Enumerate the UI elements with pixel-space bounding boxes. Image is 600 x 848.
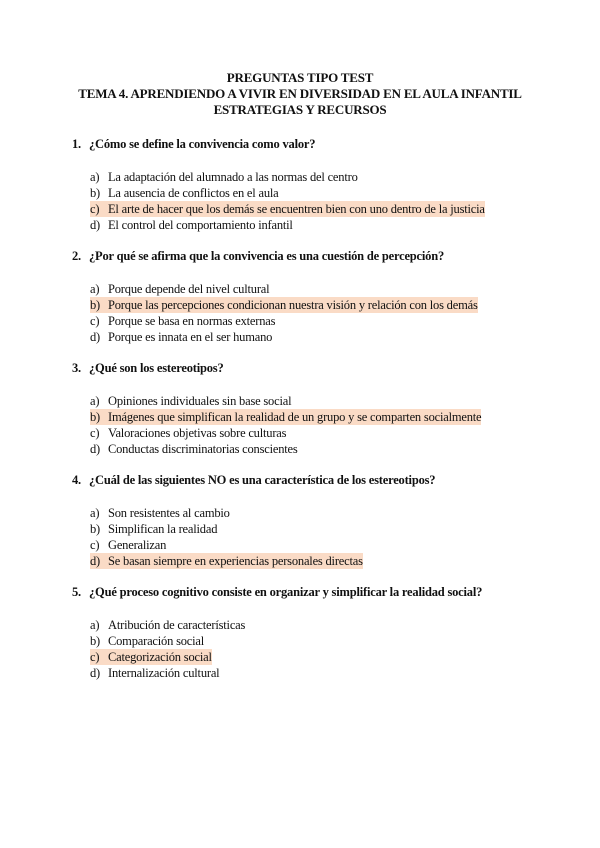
option-letter: a) (90, 394, 100, 408)
option-c (90, 313, 542, 329)
option-text: Atribución de características (108, 618, 246, 632)
option-letter: a) (90, 170, 100, 184)
option-letter: d) (90, 553, 108, 569)
question-4 (72, 472, 542, 569)
option-letter: a) (90, 282, 100, 296)
option-list (90, 505, 542, 569)
option-list (90, 393, 542, 457)
option-letter: c) (90, 649, 108, 665)
option-letter: d) (90, 442, 101, 456)
option-c-correct (90, 201, 485, 217)
option-c-correct (90, 649, 212, 665)
option-text: La adaptación del alumnado a las normas del centro (108, 170, 358, 184)
question-1 (72, 136, 542, 233)
option-text: Son resistentes al cambio (108, 506, 230, 520)
question-2 (72, 248, 542, 345)
option-text: El arte de hacer que los demás se encuentren bien con uno dentro de la justicia (108, 202, 485, 216)
question-title (72, 472, 542, 488)
option-a (90, 169, 542, 185)
question-text: ¿Por qué se afirma que la convivencia es una cuestión de percepción? (89, 249, 445, 263)
option-list (90, 617, 542, 681)
option-d (90, 665, 542, 681)
question-number: 4. (72, 473, 81, 487)
option-list (90, 169, 542, 233)
option-letter: a) (90, 618, 100, 632)
question-text: ¿Cuál de las siguientes NO es una característica de los estereotipos? (89, 473, 436, 487)
option-letter: c) (90, 538, 100, 552)
option-text: Opiniones individuales sin base social (108, 394, 292, 408)
option-letter: a) (90, 506, 100, 520)
question-text: ¿Cómo se define la convivencia como valor? (89, 137, 316, 151)
option-letter: d) (90, 218, 101, 232)
question-title (72, 136, 542, 152)
option-text: Porque depende del nivel cultural (108, 282, 270, 296)
option-text: Conductas discriminatorias conscientes (108, 442, 298, 456)
option-letter: d) (90, 666, 101, 680)
option-text: Imágenes que simplifican la realidad de un grupo y se comparten socialmente (108, 410, 482, 424)
header-subtitle: ESTRATEGIAS Y RECURSOS (213, 102, 387, 117)
header-title: PREGUNTAS TIPO TEST (226, 70, 374, 85)
option-c (90, 425, 542, 441)
option-text: Porque se basa en normas externas (108, 314, 276, 328)
option-letter: c) (90, 201, 108, 217)
option-a (90, 281, 542, 297)
option-letter: b) (90, 522, 101, 536)
question-number: 1. (72, 137, 81, 151)
option-b-correct (90, 297, 478, 313)
option-letter: c) (90, 426, 100, 440)
question-title (72, 248, 542, 264)
option-text: Internalización cultural (108, 666, 220, 680)
option-letter: b) (90, 186, 101, 200)
option-text: El control del comportamiento infantil (108, 218, 293, 232)
option-text: Porque es innata en el ser humano (108, 330, 273, 344)
option-d (90, 441, 542, 457)
question-title (72, 360, 542, 376)
option-b (90, 633, 542, 649)
option-a (90, 617, 542, 633)
option-letter: d) (90, 330, 101, 344)
question-number: 2. (72, 249, 81, 263)
option-text: Comparación social (108, 634, 205, 648)
document-header (0, 70, 600, 118)
option-text: Generalizan (108, 538, 167, 552)
question-number: 5. (72, 585, 81, 599)
option-text: La ausencia de conflictos en el aula (108, 186, 279, 200)
option-c (90, 537, 542, 553)
option-text: Se basan siempre en experiencias personales directas (108, 554, 363, 568)
question-number: 3. (72, 361, 81, 375)
option-d (90, 217, 542, 233)
question-5 (72, 584, 542, 681)
option-b (90, 185, 542, 201)
option-letter: c) (90, 314, 100, 328)
option-d (90, 329, 542, 345)
option-b (90, 521, 542, 537)
option-text: Valoraciones objetivas sobre culturas (108, 426, 287, 440)
option-text: Simplifican la realidad (108, 522, 218, 536)
option-text: Porque las percepciones condicionan nuestra visión y relación con los demás (108, 298, 478, 312)
option-a (90, 505, 542, 521)
option-b-correct (90, 409, 481, 425)
option-letter: b) (90, 634, 101, 648)
option-a (90, 393, 542, 409)
question-title (72, 584, 542, 600)
option-list (90, 281, 542, 345)
option-text: Categorización social (108, 650, 212, 664)
question-text: ¿Qué proceso cognitivo consiste en organizar y simplificar la realidad social? (89, 585, 483, 599)
option-letter: b) (90, 409, 108, 425)
question-3 (72, 360, 542, 457)
option-d-correct (90, 553, 363, 569)
option-letter: b) (90, 297, 108, 313)
question-text: ¿Qué son los estereotipos? (89, 361, 224, 375)
header-topic: TEMA 4. APRENDIENDO A VIVIR EN DIVERSIDAD EN EL AULA INFANTIL (78, 86, 522, 101)
